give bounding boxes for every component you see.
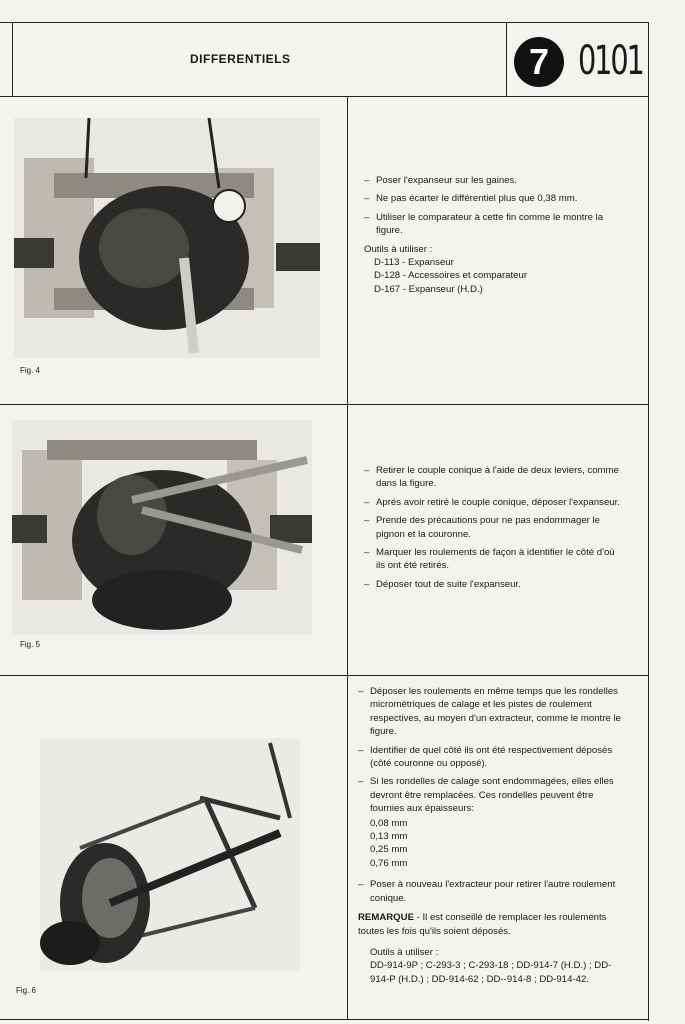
thickness-value: 0,25 mm bbox=[370, 844, 408, 856]
section-6-text bbox=[358, 685, 626, 986]
figure-4-label: Fig. 4 bbox=[20, 366, 41, 375]
tools-heading: Outils à utiliser : bbox=[370, 946, 439, 958]
chapter-badge: 7 bbox=[514, 37, 564, 87]
list-item: – Si les rondelles de calage sont endommagées, elles elles devront être remplacées. Ces rondelles peuvent être fournies aux épaisseurs: bbox=[358, 776, 614, 815]
figure-6-photo bbox=[40, 738, 300, 970]
tool-item: D-113 - Expanseur bbox=[374, 257, 454, 269]
list-item: – Aprés avoir retiré le couple conique, déposer l'expanseur. bbox=[364, 496, 620, 508]
list-item: – Identifier de quel côté ils ont été respectivement déposés (côté couronne ou opposé). bbox=[358, 744, 613, 770]
section-4-text bbox=[364, 174, 626, 296]
list-item: – Marquer les roulements de façon à identifier le côté d'où ils ont été retirés. bbox=[364, 547, 615, 572]
list-item: – Déposer tout de suite l'expanseur. bbox=[364, 578, 521, 590]
tool-item: D-128 - Accessoires et comparateur bbox=[374, 270, 528, 282]
row-divider-bottom bbox=[0, 1019, 648, 1020]
figure-6-label: Fig. 6 bbox=[16, 986, 37, 995]
row-divider-2 bbox=[0, 675, 648, 676]
tools-list: DD-914-9P ; C-293-3 ; C-293-18 ; DD-914-7 (H.D.) ; DD-914-P (H.D.) ; DD-914-62 ; DD--914-8 ; DD-914-42. bbox=[370, 960, 612, 985]
thickness-value: 0,13 mm bbox=[370, 831, 408, 843]
row-divider-1 bbox=[0, 404, 648, 405]
remark-label: REMARQUE bbox=[358, 912, 414, 924]
remark-text: - Il est conseillé de remplacer les roulements toutes les fois qu'ils soient déposés. bbox=[358, 912, 607, 937]
list-item: – Poser à nouveau l'extracteur pour retirer l'autre roulement conique. bbox=[358, 879, 616, 904]
thickness-value: 0,08 mm bbox=[370, 817, 408, 829]
column-divider bbox=[347, 96, 348, 1020]
thickness-value: 0,76 mm bbox=[370, 857, 408, 869]
list-item: – Poser l'expanseur sur les gaines. bbox=[364, 175, 518, 186]
list-item: – Prende des précautions pour ne pas endommager le pignon et la couronne. bbox=[364, 515, 600, 540]
list-item: – Utiliser le comparateur à cette fin comme le montre la figure. bbox=[364, 211, 604, 237]
section-5-text bbox=[364, 464, 626, 596]
list-item: – Ne pas écarter le différentiel plus que 0,38 mm. bbox=[364, 193, 578, 205]
tool-item: D-167 - Expanseur (H.D.) bbox=[374, 283, 483, 295]
header-left-stub bbox=[0, 22, 13, 96]
tools-heading: Outils à utiliser : bbox=[364, 243, 433, 255]
figure-5-photo bbox=[12, 420, 312, 635]
list-item: – Retirer le couple conique à l'aide de deux leviers, comme dans la figure. bbox=[364, 465, 619, 490]
page-number: 0101 bbox=[578, 38, 643, 84]
list-item: – Déposer les roulements en même temps que les rondelles micrométriques de calage et les pistes de roulement respectives, au moyen d'un extracteur, comme le montre le figure. bbox=[358, 686, 621, 738]
remark bbox=[358, 911, 626, 938]
figure-4-photo bbox=[14, 118, 320, 358]
figure-5-label: Fig. 5 bbox=[20, 640, 41, 649]
page-title: DIFFERENTIELS bbox=[190, 52, 291, 66]
